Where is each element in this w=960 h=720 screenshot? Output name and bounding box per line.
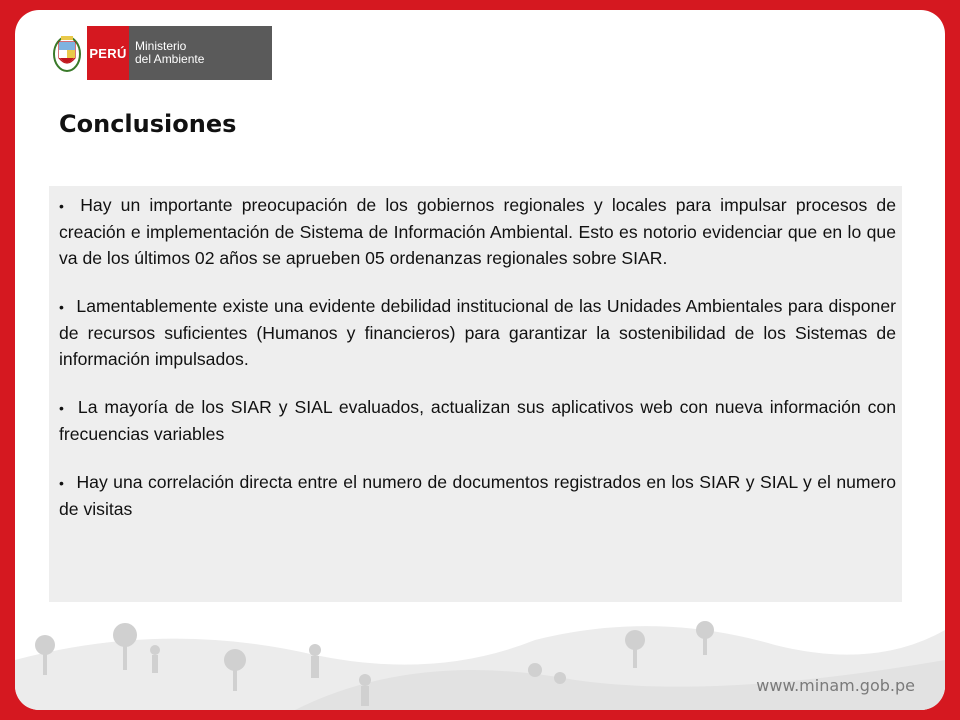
list-item: [59, 469, 896, 522]
list-item: [59, 394, 896, 447]
bullet-icon: •: [59, 198, 64, 214]
bullet-icon: •: [59, 299, 64, 315]
slide-title: Conclusiones: [59, 110, 237, 138]
bullet-text: Hay un importante preocupación de los gobiernos regionales y locales para impulsar procesos de creación e implementación de Sistema de Información Ambiental. Esto es notorio evidenciar que en lo que va de los últimos 02 años se aprueben 05 ordenanzas regionales sobre SIAR.: [59, 195, 897, 268]
bullet-icon: •: [59, 475, 64, 491]
list-item: [59, 293, 896, 372]
coat-of-arms-icon: [47, 26, 87, 80]
conclusions-list: [59, 192, 896, 522]
website-url: www.minam.gob.pe: [756, 676, 915, 695]
bullet-text: Hay una correlación directa entre el numero de documentos registrados en los SIAR y SIAL y el numero de visitas: [59, 472, 896, 519]
ministry-logo: [47, 26, 272, 80]
ministry-line-2: del Ambiente: [135, 52, 205, 66]
bullet-icon: •: [59, 400, 64, 416]
bullet-text: La mayoría de los SIAR y SIAL evaluados, actualizan sus aplicativos web con nueva información con frecuencias variables: [59, 397, 896, 444]
slide-frame: [15, 10, 945, 710]
peru-brand: PERÚ: [87, 26, 129, 80]
bullet-text: Lamentablemente existe una evidente debilidad institucional de las Unidades Ambientales para disponer de recursos suficientes (Humanos y financieros) para garantizar la sostenibilidad de los Sistemas de información impulsados.: [59, 296, 896, 369]
ministry-line-1: Ministerio: [135, 39, 187, 53]
conclusions-panel: [49, 186, 902, 602]
ministry-name: [129, 26, 272, 80]
list-item: [59, 192, 896, 271]
